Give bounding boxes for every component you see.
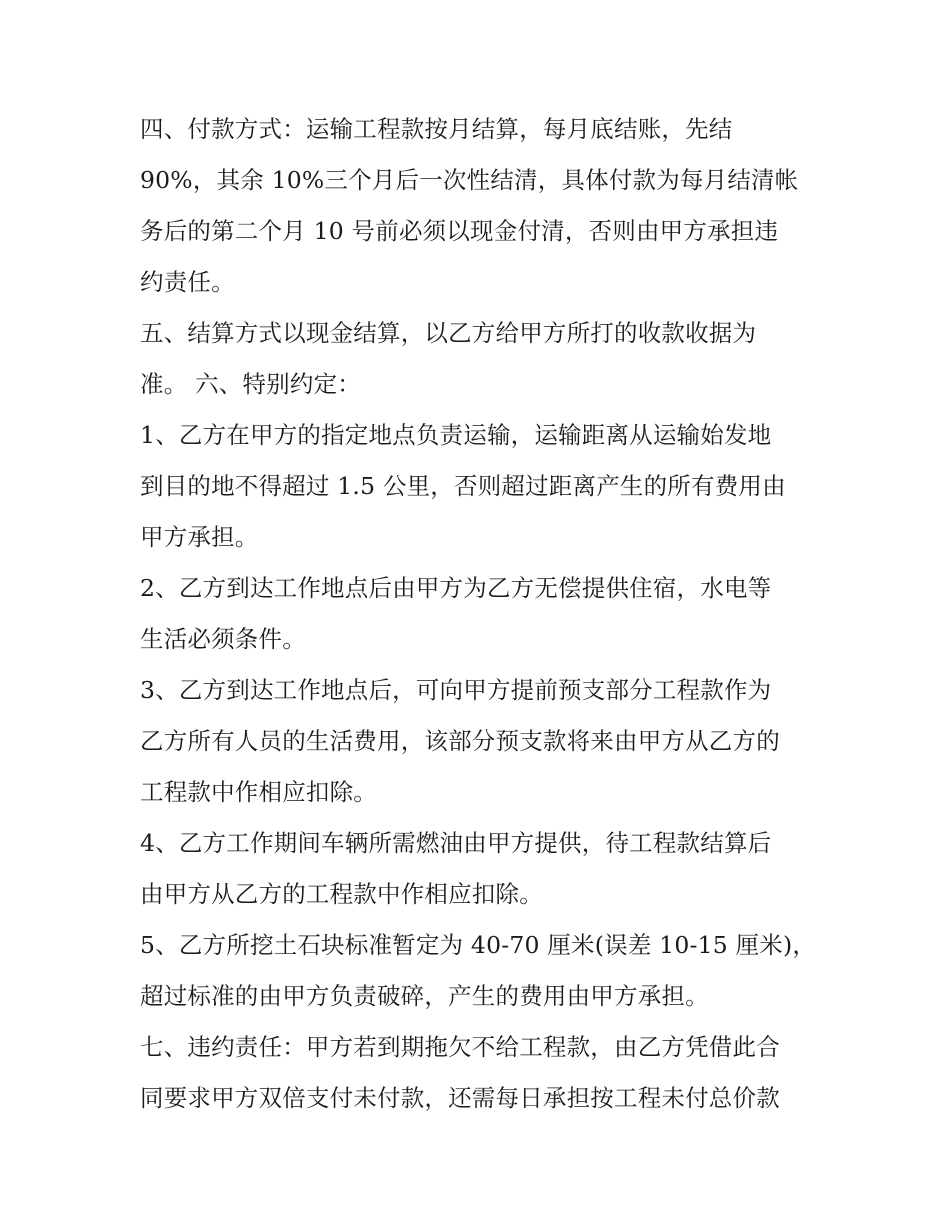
text-line: 四、付款方式：运输工程款按月结算，每月底结账，先结 bbox=[140, 115, 733, 143]
text-line: 1、乙方在甲方的指定地点负责运输，运输距离从运输始发地 bbox=[140, 421, 772, 449]
text-line: 到目的地不得超过 1.5 公里，否则超过距离产生的所有费用由 bbox=[140, 472, 786, 500]
text-line: 3、乙方到达工作地点后，可向甲方提前预支部分工程款作为 bbox=[140, 676, 772, 704]
text-line: 甲方承担。 bbox=[140, 523, 259, 551]
text-line: 5、乙方所挖土石块标准暂定为 40-70 厘米(误差 10-15 厘米)， bbox=[140, 931, 817, 959]
text-line: 生活必须条件。 bbox=[140, 625, 306, 653]
document-body bbox=[140, 104, 830, 1124]
text-line: 约责任。 bbox=[140, 268, 235, 296]
text-line: 超过标准的由甲方负责破碎，产生的费用由甲方承担。 bbox=[140, 982, 709, 1010]
text-line: 准。 六、特别约定： bbox=[140, 370, 361, 398]
text-line: 乙方所有人员的生活费用，该部分预支款将来由甲方从乙方的 bbox=[140, 727, 780, 755]
text-line: 同要求甲方双倍支付未付款，还需每日承担按工程未付总价款 bbox=[140, 1084, 780, 1112]
text-line: 务后的第二个月 10 号前必须以现金付清，否则由甲方承担违 bbox=[140, 217, 779, 245]
text-line: 由甲方从乙方的工程款中作相应扣除。 bbox=[140, 880, 543, 908]
text-line: 七、违约责任：甲方若到期拖欠不给工程款，由乙方凭借此合 bbox=[140, 1033, 780, 1061]
text-line: 五、结算方式以现金结算，以乙方给甲方所打的收款收据为 bbox=[140, 319, 757, 347]
text-line: 4、乙方工作期间车辆所需燃油由甲方提供，待工程款结算后 bbox=[140, 829, 772, 857]
text-line: 90%，其余 10%三个月后一次性结清，具体付款为每月结清帐 bbox=[140, 166, 799, 194]
text-line: 2、乙方到达工作地点后由甲方为乙方无偿提供住宿，水电等 bbox=[140, 574, 772, 602]
text-line: 工程款中作相应扣除。 bbox=[140, 778, 377, 806]
